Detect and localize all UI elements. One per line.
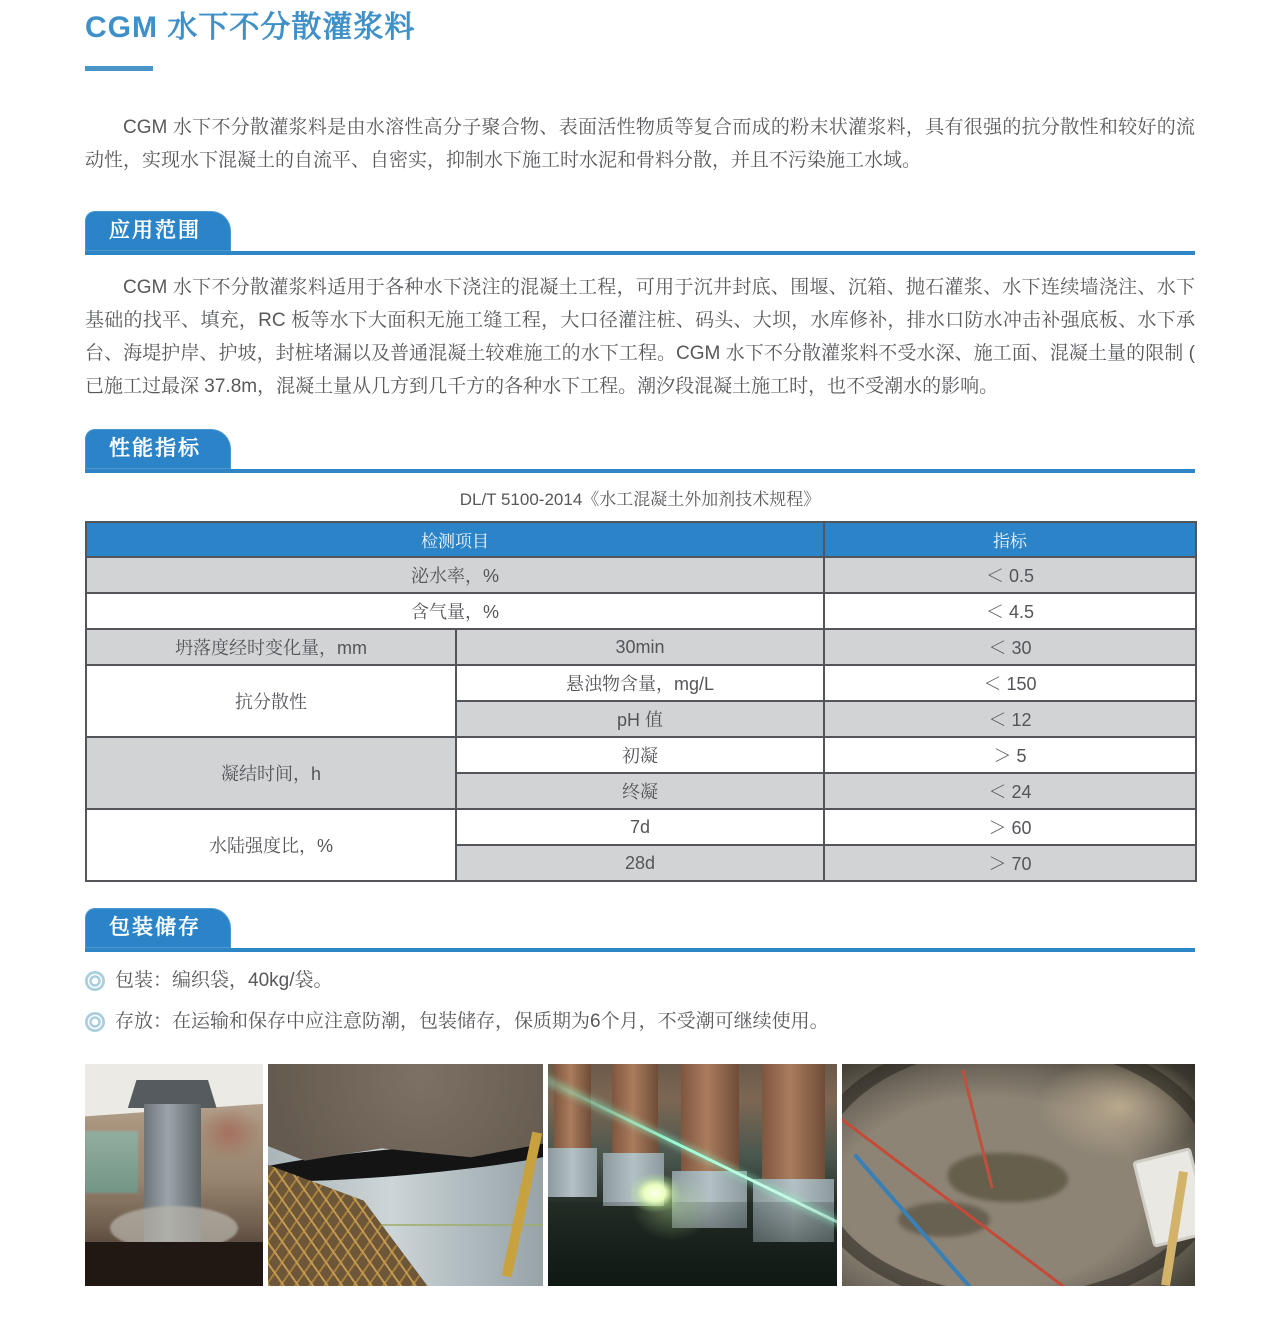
- list-item-text: 存放：在运输和保存中应注意防潮，包装储存，保质期为6个月，不受潮可继续使用。: [115, 1011, 829, 1032]
- ring-bullet-icon: [85, 971, 105, 991]
- photo-layer: [762, 1064, 826, 1188]
- section-badge-packaging: 包装储存: [85, 908, 231, 948]
- sub-item-cell: 30min: [456, 629, 824, 665]
- photo-layer: [85, 1242, 263, 1286]
- value-cell: ＞ 60: [824, 809, 1196, 845]
- intro-paragraph: CGM 水下不分散灌浆料是由水溶性高分子聚合物、表面活性物质等复合而成的粉末状灌浆料，具有很强的抗分散性和较好的流动性，实现水下混凝土的自流平、自密实，抑制水下施工时水泥和骨料分散，并且不污染施工水域。: [85, 117, 1195, 171]
- value-cell: ＜ 0.5: [824, 557, 1196, 593]
- standard-reference: DL/T 5100-2014《水工混凝土外加剂技术规程》: [459, 490, 821, 509]
- performance-table: [85, 521, 1197, 882]
- value-cell: ＞ 5: [824, 737, 1196, 773]
- sub-item-cell: 初凝: [456, 737, 824, 773]
- column-header-item: 检测项目: [86, 522, 824, 557]
- value-cell: ＜ 4.5: [824, 593, 1196, 629]
- photo-caisson-excavation: [842, 1064, 1195, 1286]
- section-header-performance: [85, 429, 1195, 473]
- table-row: [86, 593, 1196, 629]
- item-cell: 坍落度经时变化量，mm: [86, 629, 456, 665]
- photo-pipe-pile: [85, 1064, 263, 1286]
- value-cell: ＜ 30: [824, 629, 1196, 665]
- value-cell: ＞ 70: [824, 845, 1196, 881]
- photo-bridge-piers: [548, 1064, 837, 1286]
- table-row: [86, 557, 1196, 593]
- page-title: CGM 水下不分散灌浆料: [85, 11, 416, 44]
- section-badge-performance: 性能指标: [85, 429, 231, 469]
- table-header-row: [86, 522, 1196, 557]
- list-item-text: 包装：编织袋，40kg/袋。: [115, 970, 333, 991]
- value-cell: ＜ 24: [824, 773, 1196, 809]
- item-cell: 凝结时间，h: [86, 737, 456, 809]
- photo-pile-closeup: [268, 1064, 543, 1286]
- value-cell: ＜ 12: [824, 701, 1196, 737]
- ring-bullet-icon: [85, 1012, 105, 1032]
- product-datasheet-page: [85, 0, 1195, 1286]
- item-cell: 抗分散性: [86, 665, 456, 737]
- packaging-list: [85, 964, 1195, 1038]
- photo-layer: [85, 1131, 138, 1193]
- photo-gallery: [85, 1064, 1195, 1286]
- column-header-value: 指标: [824, 522, 1196, 557]
- photo-layer: [195, 1104, 263, 1162]
- list-item: [85, 1005, 1195, 1038]
- sub-item-cell: pH 值: [456, 701, 824, 737]
- photo-layer: [629, 1173, 681, 1213]
- sub-item-cell: 终凝: [456, 773, 824, 809]
- application-paragraph: CGM 水下不分散灌浆料适用于各种水下浇注的混凝土工程，可用于沉井封底、围堰、沉箱、抛石灌浆、水下连续墙浇注、水下基础的找平、填充，RC 板等水下大面积无施工缝工程，大口径灌注桩、码头、大坝，水库修补，排水口防水冲击补强底板、水下承台、海堤护岸、护坡，封桩堵漏以及普通混凝土较难施工的水下工程。CGM 水下不分散灌浆料不受水深、施工面、混凝土量的限制 ( 已施工过最深 37.8m，混凝土量从几方到几千方的各种水下工程。潮汐段混凝土施工时，也不受潮水的影响。: [85, 277, 1195, 397]
- section-header-packaging: [85, 908, 1195, 952]
- table-row: [86, 629, 1196, 665]
- table-row: [86, 809, 1196, 845]
- list-item: [85, 964, 1195, 997]
- photo-layer: [548, 1148, 597, 1197]
- item-cell: 水陆强度比，%: [86, 809, 456, 881]
- item-cell: 泌水率，%: [86, 557, 824, 593]
- value-cell: ＜ 150: [824, 665, 1196, 701]
- section-badge-application: 应用范围: [85, 211, 231, 251]
- sub-item-cell: 悬浊物含量，mg/L: [456, 665, 824, 701]
- sub-item-cell: 7d: [456, 809, 824, 845]
- section-header-application: [85, 211, 1195, 255]
- sub-item-cell: 28d: [456, 845, 824, 881]
- item-cell: 含气量，%: [86, 593, 824, 629]
- table-row: [86, 665, 1196, 701]
- table-row: [86, 737, 1196, 773]
- title-underline: [85, 66, 153, 71]
